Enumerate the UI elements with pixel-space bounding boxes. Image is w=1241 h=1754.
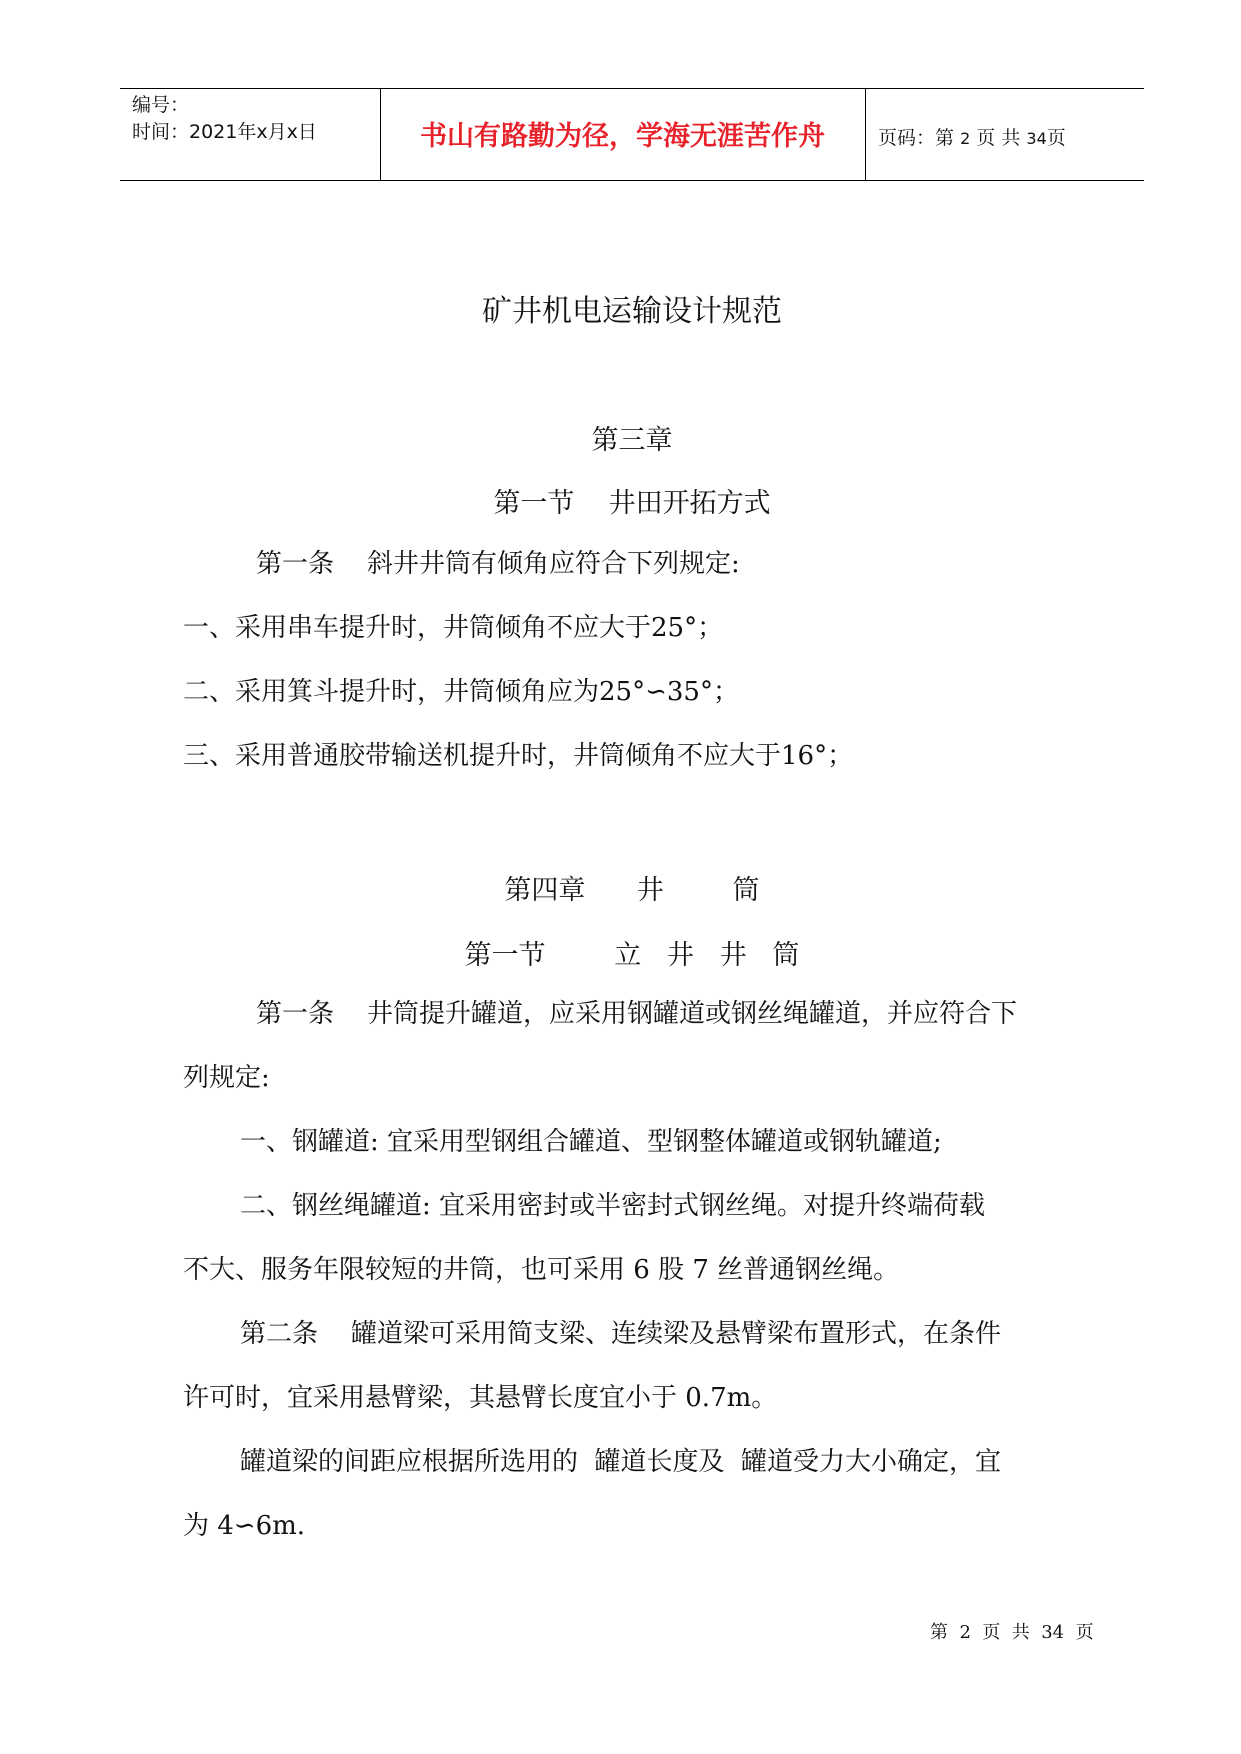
chapter-4-article-2-para-2-line-1: 罐道梁的间距应根据所选用的 罐道长度及 罐道受力大小确定，宜	[240, 1447, 1002, 1477]
page-suffix: 页	[1046, 127, 1066, 149]
chapter-4-section-heading: 第一节 立 井 井 筒	[464, 940, 800, 971]
chapter-4-article-1-item-2-line-1: 二、钢丝绳罐道: 宜采用密封或半密封式钢丝绳。对提升终端荷载	[240, 1191, 986, 1221]
chapter-4-article-2-line-1: 第二条 罐道梁可采用简支梁、连续梁及悬臂梁布置形式，在条件	[240, 1319, 1002, 1349]
page-footer: 第 2 页 共 34 页	[930, 1622, 1094, 1643]
page-mid: 页 共	[976, 127, 1021, 149]
header-page-info	[878, 123, 1066, 150]
header-divider-right	[865, 88, 866, 181]
chapter-3-section-heading: 第一节 井田开拓方式	[493, 488, 771, 519]
header-date: 时间：2021年x月x日	[132, 121, 317, 143]
chapter-4-article-1-item-1: 一、钢罐道: 宜采用型钢组合罐道、型钢整体罐道或钢轨罐道;	[240, 1127, 942, 1157]
chapter-4-article-2-line-2: 许可时，宜采用悬臂梁，其悬臂长度宜小于 0.7m。	[183, 1383, 778, 1413]
chapter-3-item-2: 二、采用箕斗提升时，井筒倾角应为25°∽35°；	[183, 677, 739, 707]
chapter-3-item-1: 一、采用串车提升时，井筒倾角不应大于25°；	[183, 613, 724, 643]
chapter-3-heading: 第三章	[591, 425, 673, 456]
chapter-4-heading: 第四章 井 筒	[504, 875, 760, 906]
chapter-4-article-1-item-2-line-2: 不大、服务年限较短的井筒，也可采用 6 股 7 丝普通钢丝绳。	[183, 1255, 900, 1285]
document-title: 矿井机电运输设计规范	[482, 294, 782, 329]
page-total: 34	[1026, 129, 1047, 148]
header-motto: 书山有路勤为径，学海无涯苦作舟	[420, 121, 825, 152]
chapter-3-item-3: 三、采用普通胶带输送机提升时，井筒倾角不应大于16°；	[183, 741, 854, 771]
chapter-3-article-1: 第一条 斜井井筒有倾角应符合下列规定:	[256, 549, 740, 579]
chapter-4-article-1-line-2: 列规定:	[183, 1063, 270, 1093]
page-current: 2	[960, 129, 971, 148]
header-border-bottom	[120, 180, 1144, 181]
page-prefix: 页码：第	[878, 127, 955, 149]
header-number-label: 编号：	[132, 94, 190, 116]
header-border-top	[120, 88, 1144, 89]
chapter-4-article-1-line-1: 第一条 井筒提升罐道，应采用钢罐道或钢丝绳罐道，并应符合下	[256, 999, 1018, 1029]
chapter-4-article-2-para-2-line-2: 为 4∽6m.	[183, 1511, 306, 1541]
header-meta	[132, 92, 317, 146]
